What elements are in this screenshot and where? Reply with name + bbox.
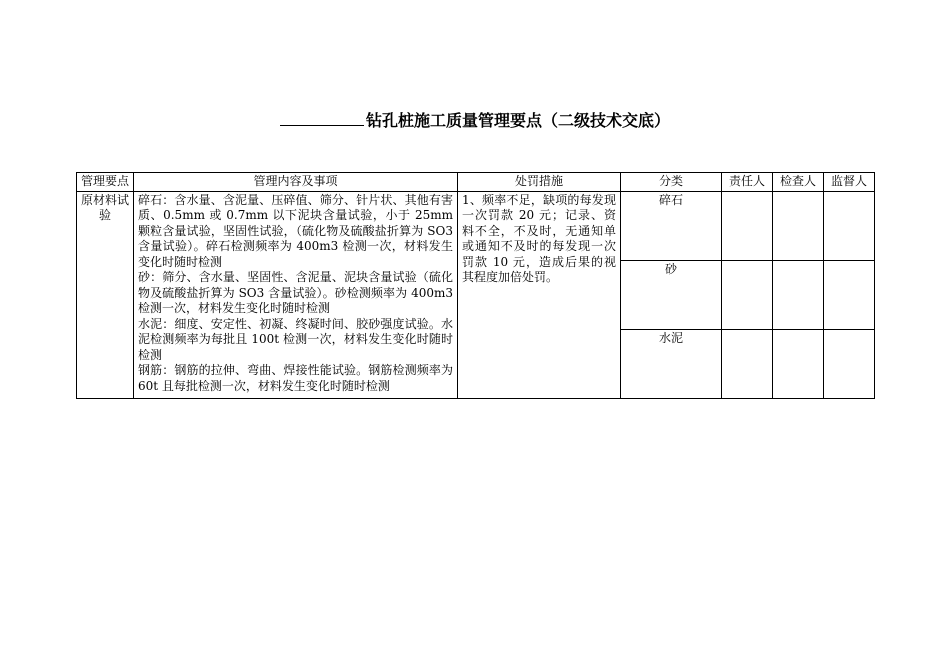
management-content-cell (134, 191, 458, 398)
header-cell: 分类 (621, 173, 722, 192)
header-cell: 责任人 (722, 173, 773, 192)
penalty-cell: 1、频率不足，缺项的每发现一次罚款 20 元；记录、资料不全，不及时，无通知单或通知不及时的每发现一次罚款 10 元，造成后果的视其程度加倍处罚。 (458, 191, 621, 398)
supervisor-cell (824, 260, 875, 329)
category-cell: 碎石 (621, 191, 722, 260)
category-cell: 砂 (621, 260, 722, 329)
supervisor-cell (824, 329, 875, 398)
content-paragraph: 碎石：含水量、含泥量、压碎值、筛分、针片状、其他有害质、0.5mm 或 0.7mm 以下泥块含量试验，小于 25mm 颗粒含量试验，坚固性试验，（硫化物及硫酸盐折算为 SO3 含量试验）。碎石检测频率为 400m3 检测一次，材料发生变化时随时检测 (138, 192, 453, 269)
category-cell: 水泥 (621, 329, 722, 398)
inspector-cell (773, 260, 824, 329)
responsible-cell (722, 191, 773, 260)
inspector-cell (773, 329, 824, 398)
header-cell: 检查人 (773, 173, 824, 192)
document-title-text: 钻孔桩施工质量管理要点（二级技术交底） (365, 111, 670, 130)
management-item-cell: 原材料试验 (77, 191, 134, 398)
title-blank-line (280, 111, 364, 126)
header-cell: 管理内容及事项 (134, 173, 458, 192)
quality-management-table (76, 172, 875, 399)
table-row (77, 191, 875, 260)
supervisor-cell (824, 191, 875, 260)
table-header-row (77, 173, 875, 192)
responsible-cell (722, 260, 773, 329)
content-paragraph: 钢筋：钢筋的拉伸、弯曲、焊接性能试验。钢筋检测频率为 60t 且每批检测一次，材料发生变化时随时检测 (138, 363, 453, 393)
document-title (0, 108, 950, 131)
header-cell: 监督人 (824, 173, 875, 192)
header-cell: 处罚措施 (458, 173, 621, 192)
responsible-cell (722, 329, 773, 398)
inspector-cell (773, 191, 824, 260)
content-paragraph: 砂：筛分、含水量、坚固性、含泥量、泥块含量试验（硫化物及硫酸盐折算为 SO3 含量试验）。砂检测频率为 400m3 检测一次，材料发生变化时随时检测 (138, 270, 453, 315)
content-paragraph: 水泥：细度、安定性、初凝、终凝时间、胶砂强度试验。水泥检测频率为每批且 100t 检测一次，材料发生变化时随时检测 (138, 316, 453, 362)
header-cell: 管理要点 (77, 173, 134, 192)
